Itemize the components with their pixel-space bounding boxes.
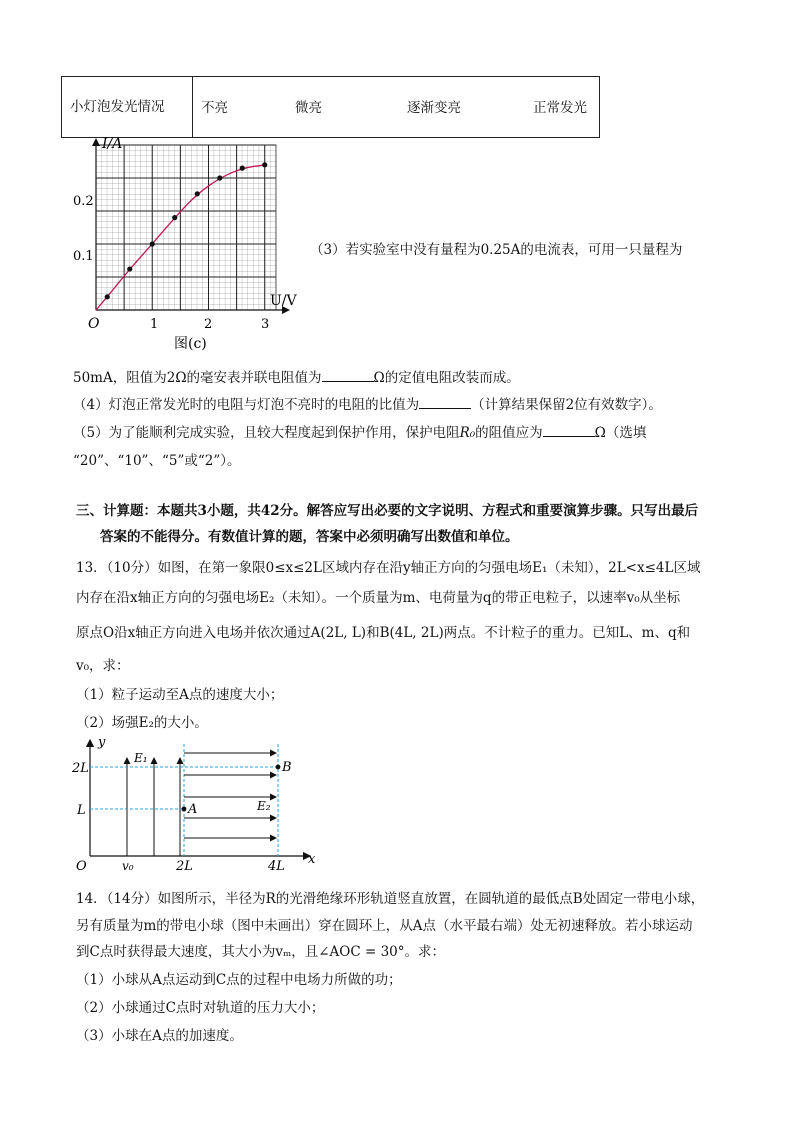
q14-sub1: （1）小球从A点运动到C点的过程中电场力所做的功； [76, 972, 402, 988]
q5-text-c: Ω（选填 [594, 425, 647, 441]
q13-tick-2L-y: 2L [72, 761, 89, 776]
q13-e1-field-lines [127, 758, 180, 856]
q13-y-label: y [98, 735, 106, 750]
graph-x-tick: 3 [261, 317, 270, 332]
q13-x-label: x [308, 852, 316, 867]
q14-sub3: （3）小球在A点的加速度。 [76, 1028, 243, 1044]
q13-tick-2L-x: 2L [176, 859, 193, 874]
q3-text-b: Ω的定值电阻改装而成。 [373, 370, 520, 386]
q14-line1: 14．（14分）如图所示，半径为R的光滑绝缘环形轨道竖直放置，在圆轨道的最低点B处固定一带电小球， [76, 891, 705, 907]
q3-text-a: 50mA，阻值为2Ω的毫安表并联电阻值为 [73, 370, 322, 386]
q13-tick-L-y: L [77, 803, 86, 818]
graph-data-point [217, 175, 222, 180]
q13-point-A [182, 807, 187, 812]
graph-x-label: U/V [270, 293, 297, 309]
q14-line3: 到C点时获得最大速度，其大小为vₘ，且∠AOC = 30°。求： [76, 944, 446, 960]
q4-text-a: （4）灯泡正常发光时的电阻与灯泡不亮时的电阻的比值为 [73, 397, 420, 413]
section3-heading-line1: 三、计算题：本题共3小题，共42分。解答应写出必要的文字说明、方程式和重要演算步骤。只写出最后 [76, 503, 699, 519]
graph-grid [96, 145, 276, 310]
q5-line1 [73, 421, 646, 441]
q5-symbol: R₀ [459, 425, 476, 441]
q13-line2: 内存在沿x轴正方向的匀强电场E₂（未知）。一个质量为m、电荷量为q的带正电粒子，以速率v₀从坐标 [76, 590, 681, 606]
q13-label-E1: E₁ [134, 751, 148, 765]
q13-sub1: （1）粒子运动至A点的速度大小； [76, 687, 284, 703]
q4-line [73, 393, 662, 413]
graph-data-point [150, 241, 155, 246]
state-off: 不亮 [201, 100, 228, 116]
graph-data-point [105, 294, 110, 299]
q13-sub2: （2）场强E₂的大小。 [76, 715, 208, 731]
state-brightening: 逐渐变亮 [407, 100, 461, 116]
graph-caption: 图(c) [174, 336, 207, 352]
section3-heading-line2: 答案的不能得分。有数值计算的题，答案中必须明确写出数值和单位。 [100, 529, 519, 545]
q13-tick-v0: v₀ [122, 859, 134, 873]
q13-label-B: B [282, 760, 292, 775]
q5-text-a: （5）为了能顺利完成实验，且较大程度起到保护作用，保护电阻 [73, 425, 460, 441]
observation-table [61, 76, 600, 138]
q5-line2: “20”、“10”、“5”或“2”）。 [73, 453, 241, 469]
q14-line2: 另有质量为m的带电小球（图中未画出）穿在圆环上，从A点（水平最右端）处无初速释放。若小球运动 [76, 918, 693, 934]
graph-x-tick: 1 [150, 317, 159, 332]
graph-y-tick: 0.1 [73, 249, 94, 264]
q14-sub2: （2）小球通过C点时对轨道的压力大小； [76, 1000, 325, 1016]
q13-line3: 原点O沿x轴正方向进入电场并依次通过A(2L, L)和B(4L, 2L)两点。不计粒子的重力。已知L、m、q和 [76, 625, 691, 641]
q4-text-b: （计算结果保留2位有效数字）。 [471, 397, 662, 413]
q3-line2 [73, 366, 520, 386]
q13-label-E2: E₂ [257, 799, 271, 813]
q13-point-B [276, 765, 281, 770]
q3-line1: （3）若实验室中没有量程为0.25A的电流表，可用一只量程为 [310, 242, 683, 258]
graph-y-tick: 0.2 [73, 194, 94, 209]
graph-y-arrow-icon [92, 138, 100, 146]
graph-x-tick: 2 [204, 317, 213, 332]
q3-answer-blank[interactable] [322, 381, 374, 382]
graph-data-point [195, 191, 200, 196]
table-states-cell [193, 77, 600, 138]
q13-line4: v₀，求： [76, 658, 130, 674]
q13-line1: 13．（10分）如图，在第一象限0≤x≤2L区域内存在沿y轴正方向的匀强电场E₁（未知），2L<x≤4L区域 [76, 560, 701, 576]
graph-origin-label: O [88, 316, 100, 332]
q4-answer-blank[interactable] [419, 408, 471, 409]
graph-data-point [262, 162, 267, 167]
state-normal: 正常发光 [533, 100, 587, 116]
q13-label-A: A [188, 802, 198, 817]
q5-answer-blank[interactable] [543, 436, 595, 437]
state-dim: 微亮 [295, 100, 322, 116]
q5-text-b: 的阻值应为 [475, 425, 543, 441]
table-row-label: 小灯泡发光情况 [62, 77, 193, 138]
graph-data-point [240, 166, 245, 171]
graph-c [70, 134, 310, 354]
q13-field-diagram [70, 734, 330, 874]
q13-e2-field-lines [184, 753, 276, 838]
graph-data-point [127, 266, 132, 271]
graph-y-label: I/A [102, 136, 123, 152]
q13-origin-label: O [76, 859, 87, 874]
graph-data-point [172, 215, 177, 220]
q13-tick-4L-x: 4L [268, 859, 285, 874]
